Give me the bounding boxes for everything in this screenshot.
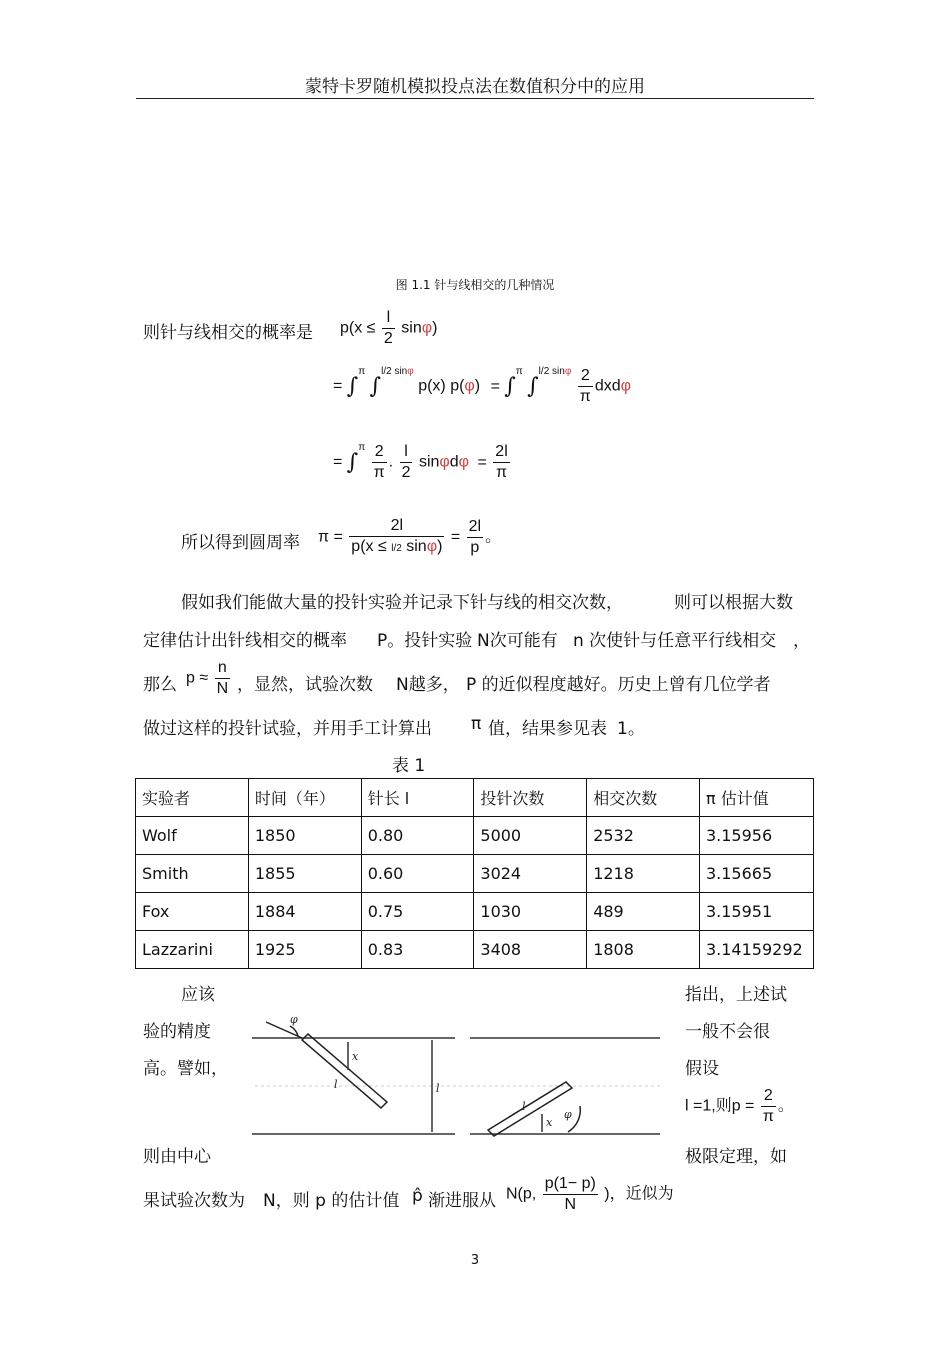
two-l-over-pi-fraction: $\frac{2l}{\pi}$ xyxy=(495,443,508,481)
table-cell: 3.15665 xyxy=(699,855,813,893)
para1-line2d: n 次使针与任意平行线相交 xyxy=(573,631,777,651)
para1-line4d: 1。 xyxy=(617,719,645,739)
table-header-cell: 相交次数 xyxy=(587,779,700,817)
l-label-right: l xyxy=(522,1100,526,1113)
table-cell: 1808 xyxy=(587,931,700,969)
table-cell: 0.83 xyxy=(361,931,474,969)
para2-left4: 则由中心 xyxy=(143,1147,211,1167)
table-cell: 1218 xyxy=(587,855,700,893)
x-label-left: x xyxy=(352,1050,359,1063)
para2-right4: l =1,则p = $\frac{2}{\pi}$ 。 xyxy=(685,1087,794,1125)
needle-right xyxy=(488,1082,572,1136)
prob-expression: p(x ≤ $\frac{l}{2}$ sinφ) xyxy=(340,309,438,347)
para1-line3e: P 的近似程度越好。历史上曾有几位学者 xyxy=(466,675,771,695)
integral-sign: ∫ xyxy=(346,374,359,399)
table-cell: 3.15951 xyxy=(699,893,813,931)
table-cell: Lazzarini xyxy=(136,931,249,969)
para2-right5: 极限定理，如 xyxy=(685,1147,787,1167)
header-rule xyxy=(136,98,814,99)
table-cell: 489 xyxy=(587,893,700,931)
table-cell: Fox xyxy=(136,893,249,931)
para2-left1: 应该 xyxy=(181,985,215,1005)
table-cell: 3.14159292 xyxy=(699,931,813,969)
page-number: 3 xyxy=(470,1253,480,1268)
integral-sign: ∫ xyxy=(346,450,359,475)
para2-last-a: 果试验次数为 xyxy=(143,1191,245,1211)
table-row xyxy=(136,893,814,931)
integral-sign: ∫ xyxy=(504,374,516,399)
para1-line3c: ，显然，试验次数 xyxy=(237,675,373,695)
para1-line4a: 做过这样的投针试验，并用手工计算出 xyxy=(143,719,432,739)
para1-line2b: P。投针实验 xyxy=(377,631,473,651)
needle-left xyxy=(302,1034,387,1108)
normal-dist-expression: N(p, $\frac{p(1- p)}{N}$ )，近似为 xyxy=(506,1175,674,1213)
figure-caption: 图 1.1 针与线相交的几种情况 xyxy=(395,278,555,292)
para1-line1a: 假如我们能做大量的投针实验并记录下针与线的相交次数， xyxy=(181,593,623,613)
needle-diagram xyxy=(250,1010,670,1160)
table-title: 表 1 xyxy=(392,756,426,776)
para1-line4b: π xyxy=(471,714,482,734)
two-over-pi-fraction: $\frac{2}{\pi}$ xyxy=(579,367,591,405)
para1-line1b: 则可以根据大数 xyxy=(674,593,793,613)
l-label-measure: l xyxy=(436,1082,440,1095)
table-cell: 3024 xyxy=(474,855,587,893)
table-header-cell: π 估计值 xyxy=(699,779,813,817)
l-label-left: l xyxy=(334,1078,338,1091)
running-header: 蒙特卡罗随机模拟投点法在数值积分中的应用 xyxy=(305,77,645,97)
table-cell: 5000 xyxy=(474,817,587,855)
para2-last-d: 渐进服从 xyxy=(428,1191,496,1211)
table-header-row xyxy=(136,779,814,817)
para2-last-b: N，则 p 的估计值 xyxy=(263,1191,400,1211)
para1-line2c: N次可能有 xyxy=(477,631,558,651)
table-cell: 1925 xyxy=(248,931,361,969)
table-cell: 2532 xyxy=(587,817,700,855)
integral-sign: ∫ xyxy=(527,374,539,399)
para1-line2e: ， xyxy=(793,631,810,651)
buffon-results-table xyxy=(135,778,814,969)
table-cell: 1030 xyxy=(474,893,587,931)
table-cell: 3408 xyxy=(474,931,587,969)
table-header-cell: 投针次数 xyxy=(474,779,587,817)
integral-equation-2: = ∫$^\pi$ $\frac{2}{\pi}$ . $\frac{l}{2}$ sinφdφ = $\frac{2l}{\pi}$ xyxy=(333,442,508,481)
table-header-cell: 时间（年） xyxy=(248,779,361,817)
para1-line3a: 那么 xyxy=(143,675,177,695)
para2-right3: 假设 xyxy=(685,1059,719,1079)
table-cell: 0.75 xyxy=(361,893,474,931)
table-cell: 0.60 xyxy=(361,855,474,893)
integral-equation-1: = ∫$^\pi$ ∫$^{l/2 sin\varphi}$ p(x) p(φ) = ∫$^\pi$ ∫$^{l/2 sin\varphi}$ $\frac{2}{\pi}$ dxdφ xyxy=(333,366,631,405)
para1-line3d: N越多， xyxy=(396,675,460,695)
p-approx-fraction: p ≈ $\frac{n}{N}$ xyxy=(186,659,229,697)
table-row xyxy=(136,931,814,969)
table-cell: 1850 xyxy=(248,817,361,855)
para1-line2a: 定律估计出针线相交的概率 xyxy=(143,631,347,651)
para2-last-c: p̂ xyxy=(412,1186,423,1206)
table-header-cell: 针长 l xyxy=(361,779,474,817)
phi-label-left: φ xyxy=(290,1013,298,1026)
x-label-right: x xyxy=(546,1116,553,1129)
phi-label-right: φ xyxy=(564,1108,572,1121)
para2-left3: 高。譬如， xyxy=(143,1059,228,1079)
prob-intro: 则针与线相交的概率是 xyxy=(143,323,313,343)
table-header-cell: 实验者 xyxy=(136,779,249,817)
table-cell: 1884 xyxy=(248,893,361,931)
pi-formula: π = $\frac{2l}{p(x \le l/2 \sin\varphi)}$ = $\frac{2l}{p}$ 。 xyxy=(318,517,502,556)
l-over-2-fraction: $\frac{l}{2}$ xyxy=(383,309,393,347)
table-cell: 1855 xyxy=(248,855,361,893)
pi-line-label: 所以得到圆周率 xyxy=(181,533,300,553)
para2-left2: 验的精度 xyxy=(143,1022,211,1042)
integral-sign: ∫ xyxy=(369,374,382,399)
table-cell: Wolf xyxy=(136,817,249,855)
table-row xyxy=(136,817,814,855)
table-cell: Smith xyxy=(136,855,249,893)
para2-right1: 指出，上述试 xyxy=(685,985,787,1005)
table-cell: 3.15956 xyxy=(699,817,813,855)
para1-line4c: 值，结果参见表 xyxy=(488,719,607,739)
table-row xyxy=(136,855,814,893)
para2-right2: 一般不会很 xyxy=(685,1022,770,1042)
table-cell: 0.80 xyxy=(361,817,474,855)
